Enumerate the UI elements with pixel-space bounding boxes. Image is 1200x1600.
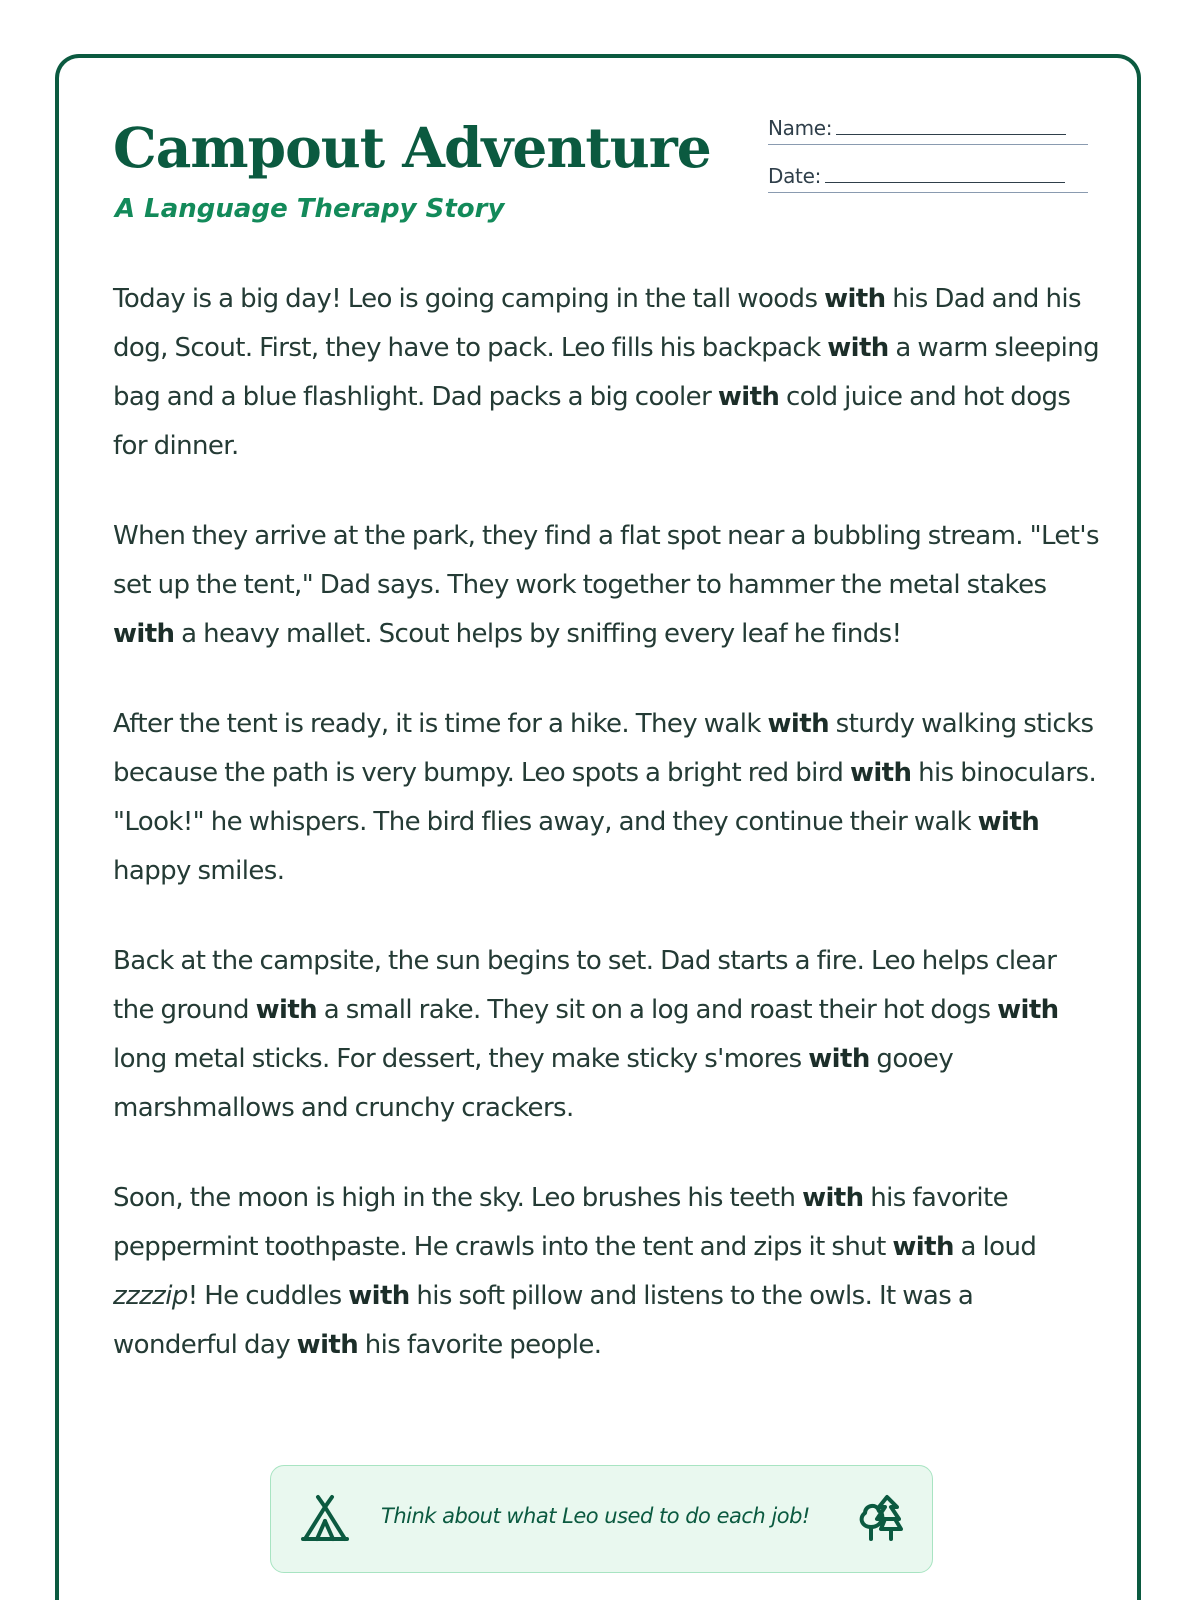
tip-text: Think about what Leo used to do each job! [381,1504,810,1528]
keyword-with: with [802,1183,864,1213]
sound-word: zzzzip [113,1281,188,1311]
keyword-with: with [717,382,780,412]
story-paragraph [113,275,1103,471]
page-title: Campout Adventure [113,115,711,180]
story-text: Soon, the moon is high in the sky. Leo brushes his teeth [113,1183,803,1213]
trees-icon [855,1493,907,1549]
story-text: Back at the campsite, the sun begins to set. Dad starts a fire. Leo helps clear the ground [113,946,1057,1025]
story-text: a warm sleeping bag and a blue flashlight. Dad packs a big cooler [113,333,1100,412]
story-text: happy smiles. [113,856,285,886]
keyword-with: with [849,758,912,788]
story-text: cold juice and hot dogs for dinner. [113,382,1071,461]
story-text: After the tent is ready, it is time for a hike. They walk [113,709,768,739]
story-paragraph [113,937,1103,1133]
story-paragraph [113,1174,1103,1370]
date-label: Date: [768,164,822,188]
story-text: sturdy walking sticks because the path is very bumpy. Leo spots a bright red bird [113,709,1094,788]
keyword-with: with [997,995,1059,1025]
story-text: Today is a big day! Leo is going camping in the tall woods [113,284,825,314]
story-text: his binoculars. "Look!" he whispers. The bird flies away, and they continue their walk [113,758,1097,837]
story-text: ! He cuddles [187,1281,349,1311]
story-text: his favorite people. [358,1330,602,1360]
keyword-with: with [827,333,889,363]
keyword-with: with [767,709,829,739]
keyword-with: with [808,1044,870,1074]
tip-box [270,1465,933,1573]
story-paragraph [113,700,1103,896]
story-text: a small rake. They sit on a log and roast their hot dogs [317,995,998,1025]
name-label: Name: [768,116,833,140]
name-blank-line[interactable] [836,116,1066,135]
story-text: a heavy mallet. Scout helps by sniffing every leaf he finds! [174,619,902,649]
name-field[interactable] [768,116,1088,145]
tent-icon [299,1493,351,1549]
keyword-with: with [892,1232,954,1262]
story-text: his Dad and his dog, Scout. First, they have to pack. Leo fills his backpack [113,284,1081,363]
keyword-with: with [824,284,886,314]
story-text: long metal sticks. For dessert, they make sticky s'mores [113,1044,809,1074]
story-text: gooey marshmallows and crunchy crackers. [113,1044,954,1123]
date-blank-line[interactable] [825,164,1065,183]
keyword-with: with [296,1330,359,1360]
keyword-with: with [977,807,1040,837]
keyword-with: with [113,619,175,649]
keyword-with: with [255,995,318,1025]
story-body [113,275,1103,1411]
story-paragraph [113,512,1103,659]
story-text: When they arrive at the park, they find a flat spot near a bubbling stream. "Let's set up the tent," Dad says. They work together to hammer the metal stakes [113,521,1099,600]
story-text: a loud [953,1232,1037,1262]
story-text: his soft pillow and listens to the owls. It was a wonderful day [113,1281,974,1360]
date-field[interactable] [768,164,1088,193]
page-subtitle: A Language Therapy Story [115,194,505,224]
story-text: his favorite peppermint toothpaste. He crawls into the tent and zips it shut [113,1183,1009,1262]
keyword-with: with [348,1281,410,1311]
